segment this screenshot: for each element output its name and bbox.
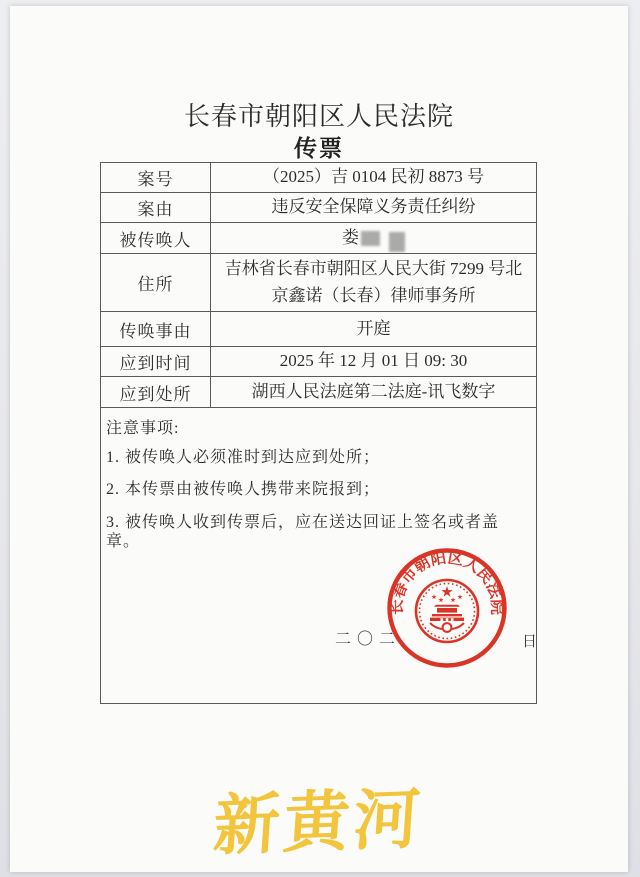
row-value: （2025）吉 0104 民初 8873 号 (263, 167, 484, 187)
note-item: 2. 本传票由被传唤人携带来院报到； (106, 481, 381, 499)
redaction-block (389, 232, 405, 252)
row-label: 传唤事由 (101, 312, 211, 346)
court-seal (385, 545, 509, 671)
small-star-icon (457, 594, 462, 599)
row-label: 被传唤人 (101, 223, 211, 253)
court-name-title: 长春市朝阳区人民法院 (183, 102, 454, 131)
row-label: 应到处所 (101, 377, 211, 407)
row-value: 开庭 (356, 318, 391, 338)
seal-ring-text: 长春市朝阳区人民法院 (388, 549, 506, 616)
table-row-address (101, 254, 536, 312)
table-row-cause (101, 193, 536, 223)
summoned-person-name: 娄 (342, 227, 359, 247)
tiananmen-icon (430, 605, 464, 621)
big-star-icon (441, 586, 452, 597)
ribbon-left (430, 623, 442, 629)
redaction-block (361, 231, 380, 246)
summons-paper (10, 6, 628, 872)
small-star-icon (431, 594, 436, 599)
row-value: 2025 年 12 月 01 日 09: 30 (279, 351, 468, 371)
row-label: 住所 (101, 254, 211, 311)
ribbon-right (452, 623, 464, 629)
small-star-icon (450, 597, 455, 602)
notes-section (101, 408, 536, 551)
table-row-summoned-person (101, 223, 536, 254)
document-title: 传票 (294, 136, 344, 161)
table-row-appear-time (101, 347, 536, 377)
table-row-case-number (101, 163, 536, 193)
issue-date-prefix: 二〇二 (335, 631, 402, 648)
small-star-icon (438, 597, 443, 602)
notes-heading: 注意事项: (106, 420, 180, 437)
note-item: 1. 被传唤人必须准时到达应到处所； (106, 449, 381, 467)
row-value (211, 223, 536, 253)
row-value: 吉林省长春市朝阳区人民大街 7299 号北京鑫诺（长春）律师事务所 (224, 259, 523, 305)
table-row-appear-place (101, 377, 536, 408)
row-value: 违反安全保障义务责任纠纷 (271, 197, 476, 217)
gear-icon (443, 623, 452, 632)
press-watermark: 新黄河 (210, 779, 427, 865)
row-value: 湖西人民法庭第二法庭-讯飞数字 (251, 381, 496, 401)
note-item: 3. 被传唤人收到传票后，应在送达回证上签名或者盖章。 (106, 513, 500, 550)
row-label: 案号 (101, 163, 211, 192)
issue-date-day-suffix: 日 (522, 634, 538, 650)
row-label: 应到时间 (101, 347, 211, 376)
table-row-summons-reason (101, 312, 536, 347)
national-emblem-icon (416, 580, 478, 642)
row-label: 案由 (101, 193, 211, 222)
